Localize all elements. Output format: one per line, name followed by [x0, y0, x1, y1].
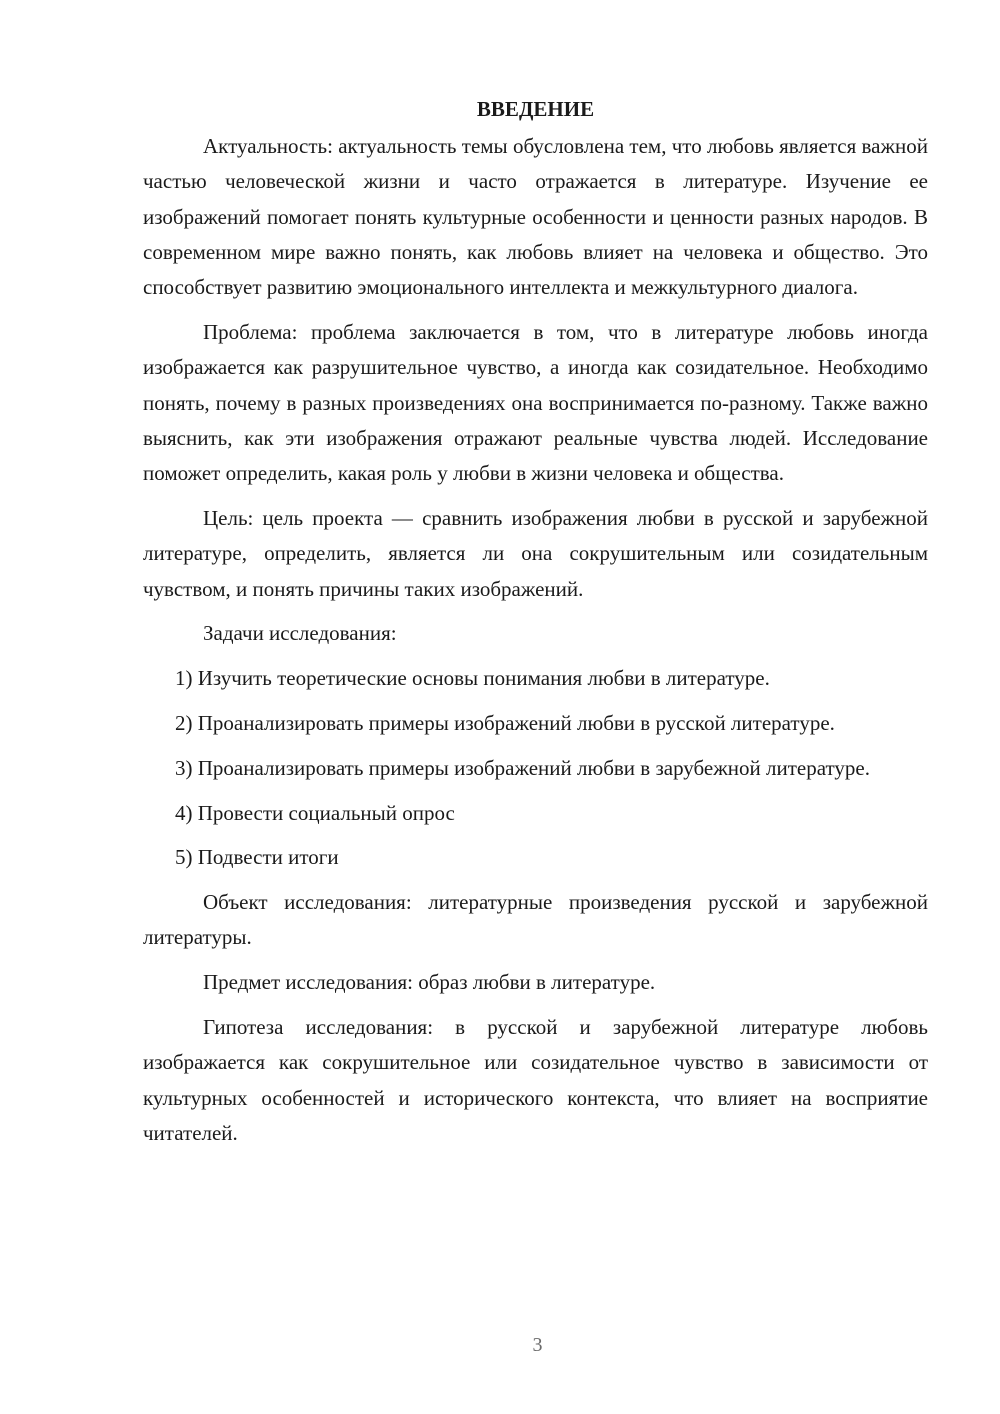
hypothesis-paragraph: Гипотеза исследования: в русской и зарубежной литературе любовь изображается как сокрушительное или созидательное чувство в зависимости от культурных особенностей и исторического контекста, что влияет на восприятие читателей.: [143, 1015, 928, 1145]
subject-paragraph: Предмет исследования: образ любви в литературе.: [203, 970, 656, 995]
problem-paragraph: Проблема: проблема заключается в том, что в литературе любовь иногда изображается как разрушительное чувство, а иногда как созидательное. Необходимо понять, почему в разных произведениях она воспринимается по-разному. Также важно выяснить, как эти изображения отражают реальные чувства людей. Исследование поможет определить, какая роль у любви в жизни человека и общества.: [143, 319, 928, 486]
object-paragraph: Объект исследования: литературные произведения русской и зарубежной литературы.: [143, 890, 928, 950]
relevance-paragraph: Актуальность: актуальность темы обусловлена тем, что любовь является важной частью человеческой жизни и часто отражается в литературе. Изучение ее изображений помогает понять культурные особенности и ценности разных народов. В современном мире важно понять, как любовь влияет на человека и общество. Это способствует развитию эмоционального интеллекта и межкультурного диалога.: [143, 134, 928, 300]
document-page: [143, 92, 928, 1161]
page-title: ВВЕДЕНИЕ: [476, 97, 595, 121]
task-item-4: 4) Провести социальный опрос: [175, 800, 455, 825]
task-item-2: 2) Проанализировать примеры изображений любви в русской литературе.: [175, 710, 835, 735]
task-item-1: 1) Изучить теоретические основы понимания любви в литературе.: [175, 666, 770, 691]
task-item-5: 5) Подвести итоги: [175, 845, 339, 870]
page-number: 3: [532, 1334, 543, 1356]
goal-paragraph: Цель: цель проекта — сравнить изображения любви в русской и зарубежной литературе, определить, является ли она сокрушительным или созидательным чувством, и понять причины таких изображений.: [143, 505, 928, 601]
tasks-heading: Задачи исследования:: [203, 621, 397, 646]
task-item-3: 3) Проанализировать примеры изображений любви в зарубежной литературе.: [175, 755, 870, 780]
